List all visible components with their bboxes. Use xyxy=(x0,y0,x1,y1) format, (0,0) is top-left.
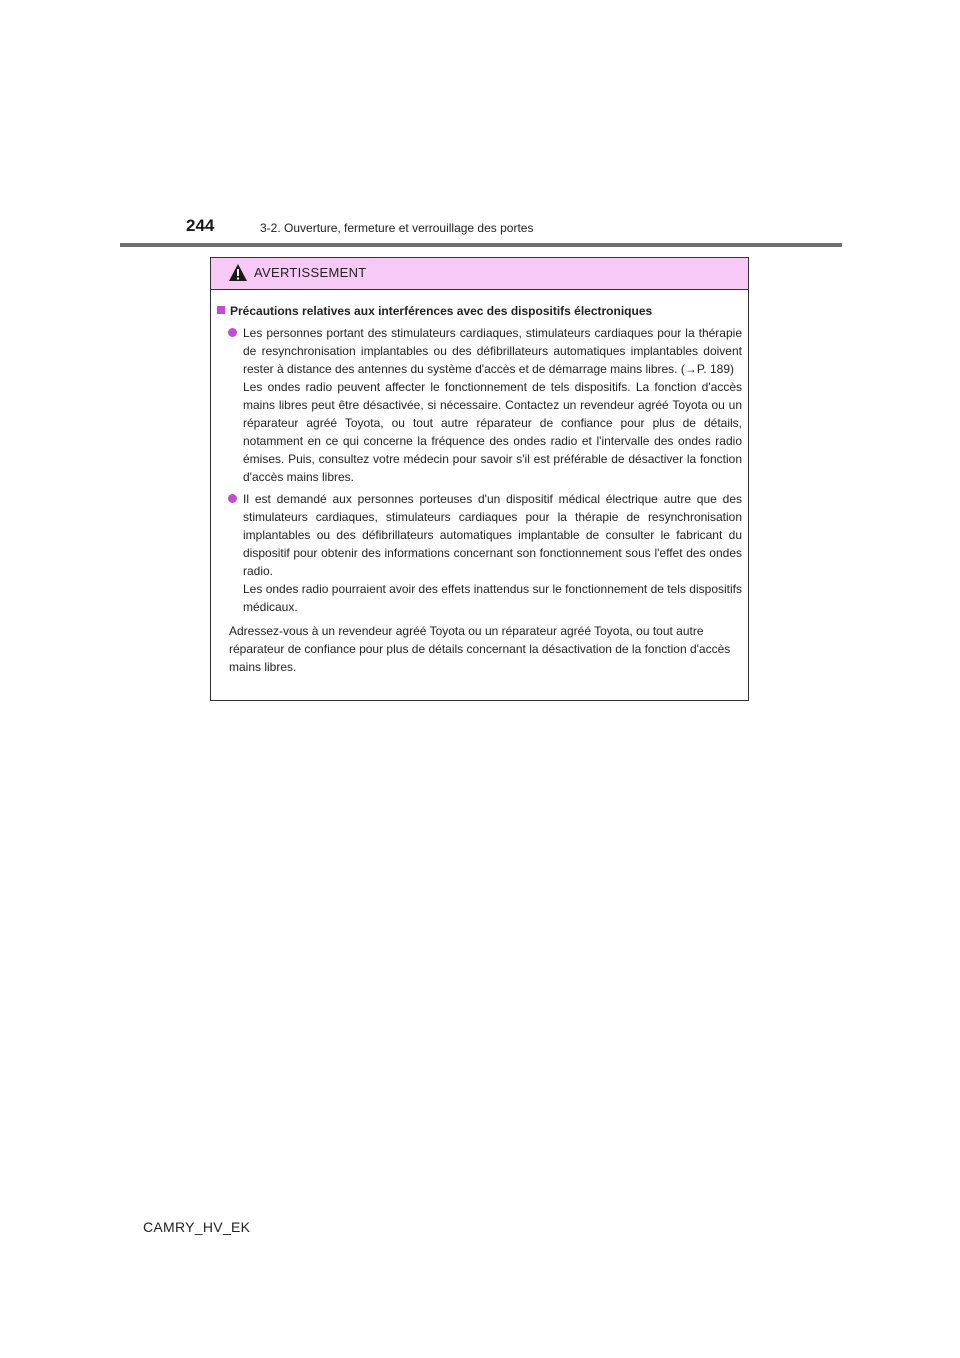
model-code: CAMRY_HV_EK xyxy=(143,1219,251,1235)
list-item-paragraph: Les personnes portant des stimulateurs cardiaques, stimulateurs cardiaques pour la thérapie de resynchronisation implantables ou des défibrillateurs automatiques implantables doivent rester à distance des antennes du système d'accès et de démarrage mains libres. (→P. 189) xyxy=(243,326,742,376)
warning-box xyxy=(210,257,749,701)
list-item xyxy=(217,490,742,616)
list-item-paragraph: Les ondes radio pourraient avoir des effets inattendus sur le fonctionnement de tels dispositifs médicaux. xyxy=(243,582,742,614)
warning-subheading xyxy=(217,302,742,320)
warning-body xyxy=(211,290,748,676)
section-title: 3-2. Ouverture, fermeture et verrouillage des portes xyxy=(260,221,534,235)
warning-title: AVERTISSEMENT xyxy=(254,265,367,280)
list-item-paragraph: Les ondes radio peuvent affecter le fonctionnement de tels dispositifs. La fonction d'accès mains libres peut être désactivée, si nécessaire. Contactez un revendeur agréé Toyota ou un réparateur agréé Toyota, ou tout autre réparateur de confiance pour plus de détails, notamment en ce qui concerne la fréquence des ondes radio et l'intervalle des ondes radio émises. Puis, consultez votre médecin pour savoir s'il est préférable de désactiver la fonction d'accès mains libres. xyxy=(243,380,742,484)
warning-triangle-icon xyxy=(228,263,248,282)
page-number: 244 xyxy=(186,216,215,235)
warning-subheading-text: Précautions relatives aux interférences avec des dispositifs électroniques xyxy=(230,304,653,318)
warning-closing-text: Adressez-vous à un revendeur agréé Toyota ou un réparateur agréé Toyota, ou tout autre réparateur de confiance pour plus de détails concernant la désactivation de la fonction d'accès mains libres. xyxy=(229,624,731,674)
header-rule xyxy=(120,243,842,247)
bullet-dot-icon xyxy=(228,328,237,337)
bullet-dot-icon xyxy=(228,494,237,503)
list-item-paragraph: Il est demandé aux personnes porteuses d'un dispositif médical électrique autre que des stimulateurs cardiaques, stimulateurs cardiaques pour la thérapie de resynchronisation implantables ou des défibrillateurs automatiques implantable de consulter le fabricant du dispositif pour obtenir des informations concernant son fonctionnement sous l'effet des ondes radio. xyxy=(243,492,742,578)
list-item xyxy=(217,324,742,486)
square-bullet-icon xyxy=(217,306,225,314)
warning-header xyxy=(211,258,748,290)
